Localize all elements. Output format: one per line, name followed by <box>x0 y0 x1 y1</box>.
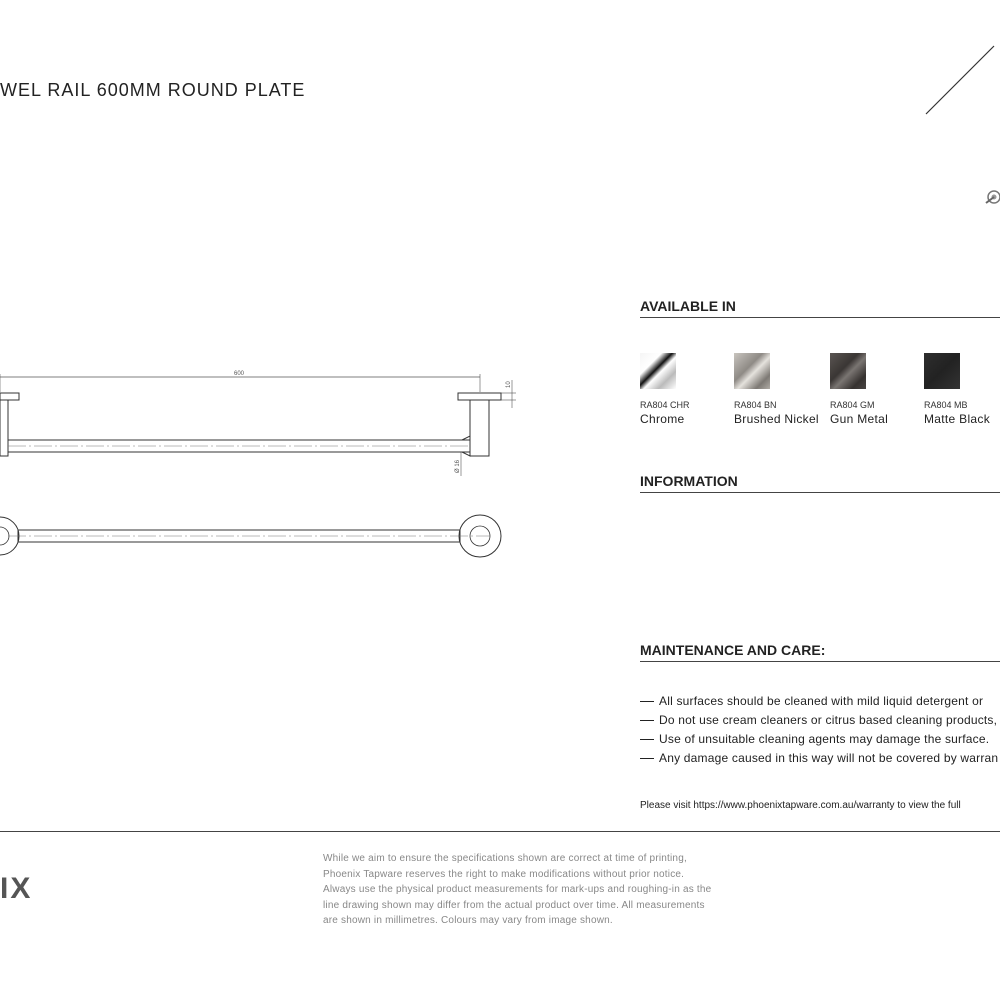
finish-code: RA804 MB <box>924 400 968 410</box>
dash-icon <box>640 739 654 740</box>
dimension-height-label: 10 <box>506 381 512 388</box>
matte-black-swatch <box>924 353 960 389</box>
disclaimer-line: While we aim to ensure the specifications shown are correct at time of printing, <box>323 853 687 864</box>
maintenance-heading: MAINTENANCE AND CARE: <box>640 642 826 658</box>
finish-name: Chrome <box>640 412 685 426</box>
dash-icon <box>640 720 654 721</box>
section-divider <box>640 492 1000 493</box>
disclaimer <box>323 851 763 929</box>
gun-metal-swatch <box>830 353 866 389</box>
section-divider <box>640 661 1000 662</box>
care-item: Any damage caused in this way will not be covered by warran <box>640 751 998 765</box>
warranty-note: Please visit https://www.phoenixtapware.com.au/warranty to view the full <box>640 800 961 811</box>
dash-icon <box>640 701 654 702</box>
finish-name: Matte Black <box>924 412 990 426</box>
brushed-nickel-swatch <box>734 353 770 389</box>
section-divider <box>640 317 1000 318</box>
technical-drawing <box>0 360 540 570</box>
disclaimer-line: Phoenix Tapware reserves the right to make modifications without prior notice. <box>323 868 685 880</box>
disclaimer-line: line drawing shown may differ from the actual product over time. All measurements <box>323 899 705 911</box>
finish-name: Gun Metal <box>830 412 889 426</box>
information-heading: INFORMATION <box>640 473 738 489</box>
footer-divider <box>0 831 1000 832</box>
finish-code: RA804 BN <box>734 400 777 410</box>
finish-code: RA804 GM <box>830 400 875 410</box>
available-in-heading: AVAILABLE IN <box>640 298 736 314</box>
finish-name: Brushed Nickel <box>734 412 819 426</box>
care-item: Use of unsuitable cleaning agents may damage the surface. <box>640 732 989 746</box>
chrome-swatch <box>640 353 676 389</box>
brand-logo: IX <box>0 872 33 905</box>
dimension-diameter-label: Ø 16 <box>455 459 461 473</box>
product-thumbnail-icon <box>982 185 1000 207</box>
dash-icon <box>640 758 654 759</box>
care-item: Do not use cream cleaners or citrus based cleaning products, <box>640 713 997 727</box>
disclaimer-line: are shown in millimetres. Colours may vary from image shown. <box>323 915 613 926</box>
disclaimer-line: Always use the physical product measurements for mark-ups and roughing-in as the <box>323 884 712 895</box>
page-title: WEL RAIL 600MM ROUND PLATE <box>0 80 306 100</box>
dimension-length-label: 600 <box>234 371 245 377</box>
care-item: All surfaces should be cleaned with mild liquid detergent or <box>640 694 983 708</box>
corner-diagonal-line <box>920 40 1000 120</box>
finish-code: RA804 CHR <box>640 400 690 410</box>
